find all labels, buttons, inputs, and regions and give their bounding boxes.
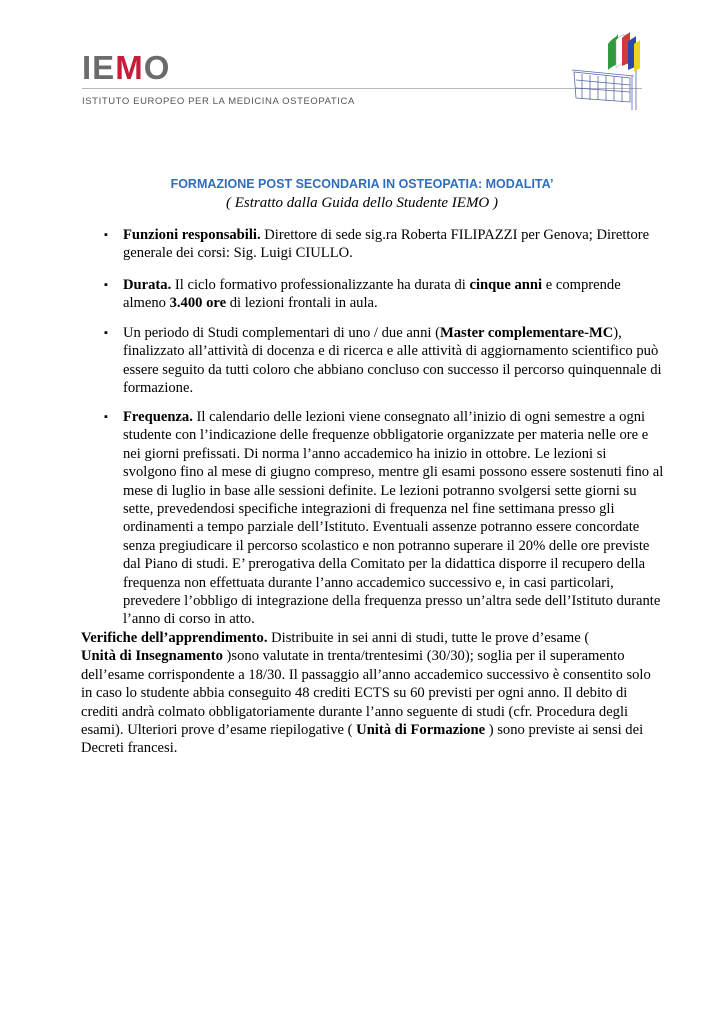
paragraph-master-complementare: Un periodo di Studi complementari di uno / due anni (Master complementare-MC), finalizzato all’attività di docenza e di ricerca e alle attività di aggiornamento scientifico può essere seguito da tutti coloro che abbiano concluso con successo il percorso quinquennale di formazione. [123, 325, 662, 397]
institute-name: ISTITUTO EUROPEO PER LA MEDICINA OSTEOPATICA [82, 96, 355, 107]
logo-wordmark: IEMO [82, 49, 171, 86]
bullet-marker: ▪ [104, 229, 108, 241]
paragraph-heading: Verifiche dell’apprendimento. [81, 630, 268, 646]
paragraph-heading: Frequenza. [123, 409, 193, 425]
document-subtitle: ( Estratto dalla Guida dello Studente IEMO ) [225, 195, 499, 211]
paragraph-heading: Funzioni responsabili. [123, 227, 261, 243]
bullet-marker: ▪ [104, 411, 108, 423]
paragraph-frequenza: Frequenza. Il calendario delle lezioni viene consegnato all’inizio di ogni semestre a ogni studente con l’indicazione delle frequenze obbligatorie organizzate per materia nelle ore e nei giorni prefissati. Di norma l’anno accademico ha inizio in ottobre. Le lezioni si svolgono fino al mese di giugno compreso, mentre gli esami possono essere sostenuti fino al mese di luglio in base alle sessioni definite. Le lezioni potranno svolgersi sette giorni su sette, prevedendosi specifiche integrazioni di frequenza nel fine settimana presso gli ordinamenti a tempo parziale dell’Istituto. Eventuali assenze potranno essere concordate senza pregiudicare il percorso scolastico e non potranno superare il 20% delle ore previste dal Piano di studi. E’ prerogativa della Comitato per la didattica disporre il recupero della frequenza non effettuata durante l’anno accademico successivo e, in casi particolari, prevedere l’obbligo di integrazione della frequenza presso un’altra sede dell’Istituto durante l’anno di corso in atto. [123, 409, 664, 628]
bullet-marker: ▪ [104, 279, 108, 291]
paragraph-durata: Durata. Il ciclo formativo professionalizzante ha durata di cinque anni e comprende almeno 3.400 ore di lezioni frontali in aula. [123, 277, 621, 312]
building-flags-emblem [572, 32, 642, 110]
header-divider [82, 88, 642, 89]
bullet-marker: ▪ [104, 327, 108, 339]
iemo-logo [82, 49, 171, 86]
paragraph-verifiche-apprendimento: Verifiche dell’apprendimento. Distribuite in sei anni di studi, tutte le prove d’esame ( Unità di Insegnamento )sono valutate in trenta/trentesimi (30/30); soglia per il superamento dell’esame corrispondente a 18/30. Il passaggio all’anno accademico successivo è consentito solo in caso lo studente abbia conseguito 48 crediti ECTS su 60 previsti per ogni anno. Il debito di crediti andrà colmato obbligatoriamente durante l’anno seguente di studi (cfr. Procedura degli esami). Ulteriori prove d’esame riepilogative ( Unità di Formazione ) sono previste ai sensi dei Decreti francesi. [81, 630, 651, 757]
paragraph-funzioni-responsabili: Funzioni responsabili. Direttore di sede sig.ra Roberta FILIPAZZI per Genova; Direttore generale dei corsi: Sig. Luigi CIULLO. [123, 227, 650, 262]
paragraph-heading: Durata. [123, 277, 172, 293]
document-title: FORMAZIONE POST SECONDARIA IN OSTEOPATIA: MODALITA’ [170, 177, 554, 191]
